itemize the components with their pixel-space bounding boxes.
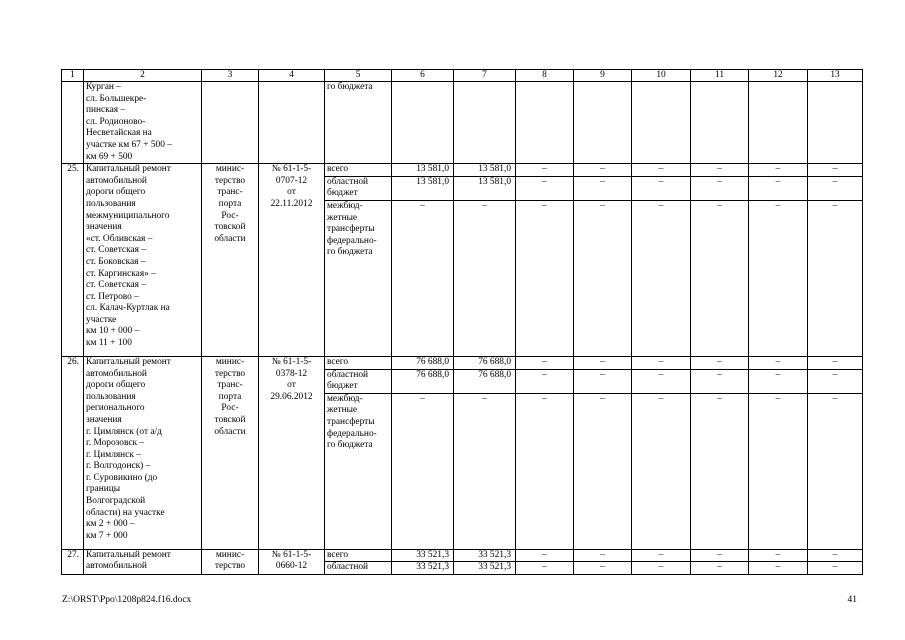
amount-cell: – xyxy=(749,393,808,549)
column-number-row xyxy=(62,70,863,82)
amount-cell: – xyxy=(516,369,574,393)
amount-cell: – xyxy=(574,562,632,575)
entry-number-cell xyxy=(62,82,84,164)
amount-cell: – xyxy=(574,200,632,356)
amount-cell: – xyxy=(632,164,691,177)
column-header: 9 xyxy=(574,70,632,82)
document-cell: № 61-1-5- 0660-12 xyxy=(259,549,325,574)
column-header: 8 xyxy=(516,70,574,82)
column-header: 3 xyxy=(202,70,259,82)
empty-cell xyxy=(516,82,574,164)
object-name-cell: Капитальный ремонт автомобильной дороги общего пользования межмуниципального значения «ст. Обливская – ст. Советская – ст. Боковская – ст. Каргинская» – ст. Советская – ст. Петрово – сл. Калач-Куртлак на участке км 10 + 000 – км 11 + 100 xyxy=(84,164,202,357)
amount-cell: – xyxy=(454,200,516,356)
empty-cell xyxy=(808,82,863,164)
amount-cell: – xyxy=(454,393,516,549)
funding-source-cell: областной бюджет xyxy=(325,369,392,393)
document-file-path: Z:\ORST\Ppo\1208p824.f16.docx xyxy=(62,595,192,605)
amount-cell: 76 688,0 xyxy=(392,369,454,393)
table-row xyxy=(62,356,863,369)
amount-cell: – xyxy=(574,164,632,177)
amount-cell: – xyxy=(574,176,632,200)
amount-cell: – xyxy=(632,356,691,369)
table-row xyxy=(62,82,863,164)
funding-source-cell: всего xyxy=(325,356,392,369)
amount-cell: 13 581,0 xyxy=(454,164,516,177)
amount-cell: – xyxy=(808,549,863,562)
column-header: 11 xyxy=(691,70,749,82)
amount-cell: – xyxy=(808,393,863,549)
amount-cell: – xyxy=(749,369,808,393)
column-header: 7 xyxy=(454,70,516,82)
amount-cell: – xyxy=(632,176,691,200)
table-header xyxy=(62,70,863,82)
amount-cell: – xyxy=(516,176,574,200)
amount-cell: 76 688,0 xyxy=(392,356,454,369)
amount-cell: 33 521,3 xyxy=(392,549,454,562)
amount-cell: – xyxy=(516,393,574,549)
amount-cell: – xyxy=(749,356,808,369)
entry-number-cell: 27. xyxy=(62,549,84,574)
organization-cell: минис- терство транс- порта Рос- товской области xyxy=(202,164,259,357)
amount-cell: – xyxy=(691,562,749,575)
amount-cell: – xyxy=(574,549,632,562)
document-cell: № 61-1-5- 0378-12 от 29.06.2012 xyxy=(259,356,325,549)
amount-cell: 33 521,3 xyxy=(392,562,454,575)
entry-number-cell: 25. xyxy=(62,164,84,357)
organization-cell xyxy=(202,82,259,164)
amount-cell: – xyxy=(749,164,808,177)
empty-cell xyxy=(392,82,454,164)
column-header: 10 xyxy=(632,70,691,82)
amount-cell: – xyxy=(808,176,863,200)
amount-cell: – xyxy=(749,549,808,562)
column-header: 12 xyxy=(749,70,808,82)
amount-cell: – xyxy=(749,200,808,356)
empty-cell xyxy=(454,82,516,164)
organization-cell: минис- терство xyxy=(202,549,259,574)
amount-cell: – xyxy=(632,562,691,575)
amount-cell: – xyxy=(808,562,863,575)
funding-source-cell: го бюджета xyxy=(325,82,392,164)
funding-source-cell: всего xyxy=(325,164,392,177)
amount-cell: – xyxy=(516,164,574,177)
amount-cell: 76 688,0 xyxy=(454,356,516,369)
column-header: 13 xyxy=(808,70,863,82)
amount-cell: 13 581,0 xyxy=(392,164,454,177)
funding-source-cell: областной бюджет xyxy=(325,176,392,200)
amount-cell: – xyxy=(749,176,808,200)
column-header: 6 xyxy=(392,70,454,82)
amount-cell: – xyxy=(691,164,749,177)
amount-cell: 13 581,0 xyxy=(454,176,516,200)
document-cell xyxy=(259,82,325,164)
amount-cell: – xyxy=(808,164,863,177)
amount-cell: – xyxy=(516,200,574,356)
column-header: 2 xyxy=(84,70,202,82)
amount-cell: – xyxy=(574,356,632,369)
amount-cell: – xyxy=(691,549,749,562)
page-number: 41 xyxy=(847,595,857,605)
amount-cell: – xyxy=(691,176,749,200)
amount-cell: 33 521,3 xyxy=(454,562,516,575)
amount-cell: – xyxy=(392,200,454,356)
table-row xyxy=(62,549,863,562)
amount-cell: – xyxy=(632,549,691,562)
object-name-cell: Курган – сл. Большекре- пинская – сл. Родионово- Несветайская на участке км 67 + 500 – км 69 + 500 xyxy=(84,82,202,164)
budget-table xyxy=(61,69,863,575)
amount-cell: 76 688,0 xyxy=(454,369,516,393)
funding-source-cell: всего xyxy=(325,549,392,562)
amount-cell: 33 521,3 xyxy=(454,549,516,562)
object-name-cell: Капитальный ремонт автомобильной дороги общего пользования регионального значения г. Цимлянск (от а/д г. Морозовск – г. Цимлянск – г. Волгодонск) – г. Суровикино (до границы Волгоградской области) на участке км 2 + 000 – км 7 + 000 xyxy=(84,356,202,549)
amount-cell: – xyxy=(516,356,574,369)
amount-cell: – xyxy=(574,393,632,549)
empty-cell xyxy=(574,82,632,164)
amount-cell: – xyxy=(632,393,691,549)
amount-cell: – xyxy=(574,369,632,393)
amount-cell: – xyxy=(808,200,863,356)
amount-cell: – xyxy=(749,562,808,575)
amount-cell: – xyxy=(632,369,691,393)
amount-cell: – xyxy=(632,200,691,356)
amount-cell: – xyxy=(516,549,574,562)
empty-cell xyxy=(691,82,749,164)
column-header: 5 xyxy=(325,70,392,82)
column-header: 4 xyxy=(259,70,325,82)
amount-cell: – xyxy=(691,393,749,549)
empty-cell xyxy=(632,82,691,164)
table-row xyxy=(62,164,863,177)
document-cell: № 61-1-5- 0707-12 от 22.11.2012 xyxy=(259,164,325,357)
object-name-cell: Капитальный ремонт автомобильной xyxy=(84,549,202,574)
amount-cell: – xyxy=(808,356,863,369)
amount-cell: 13 581,0 xyxy=(392,176,454,200)
amount-cell: – xyxy=(691,356,749,369)
amount-cell: – xyxy=(808,369,863,393)
amount-cell: – xyxy=(516,562,574,575)
funding-source-cell: областной xyxy=(325,562,392,575)
organization-cell: минис- терство транс- порта Рос- товской области xyxy=(202,356,259,549)
empty-cell xyxy=(749,82,808,164)
funding-source-cell: межбюд- жетные трансферты федерально- го бюджета xyxy=(325,393,392,549)
entry-number-cell: 26. xyxy=(62,356,84,549)
amount-cell: – xyxy=(691,369,749,393)
amount-cell: – xyxy=(691,200,749,356)
column-header: 1 xyxy=(62,70,84,82)
funding-source-cell: межбюд- жетные трансферты федерально- го бюджета xyxy=(325,200,392,356)
amount-cell: – xyxy=(392,393,454,549)
